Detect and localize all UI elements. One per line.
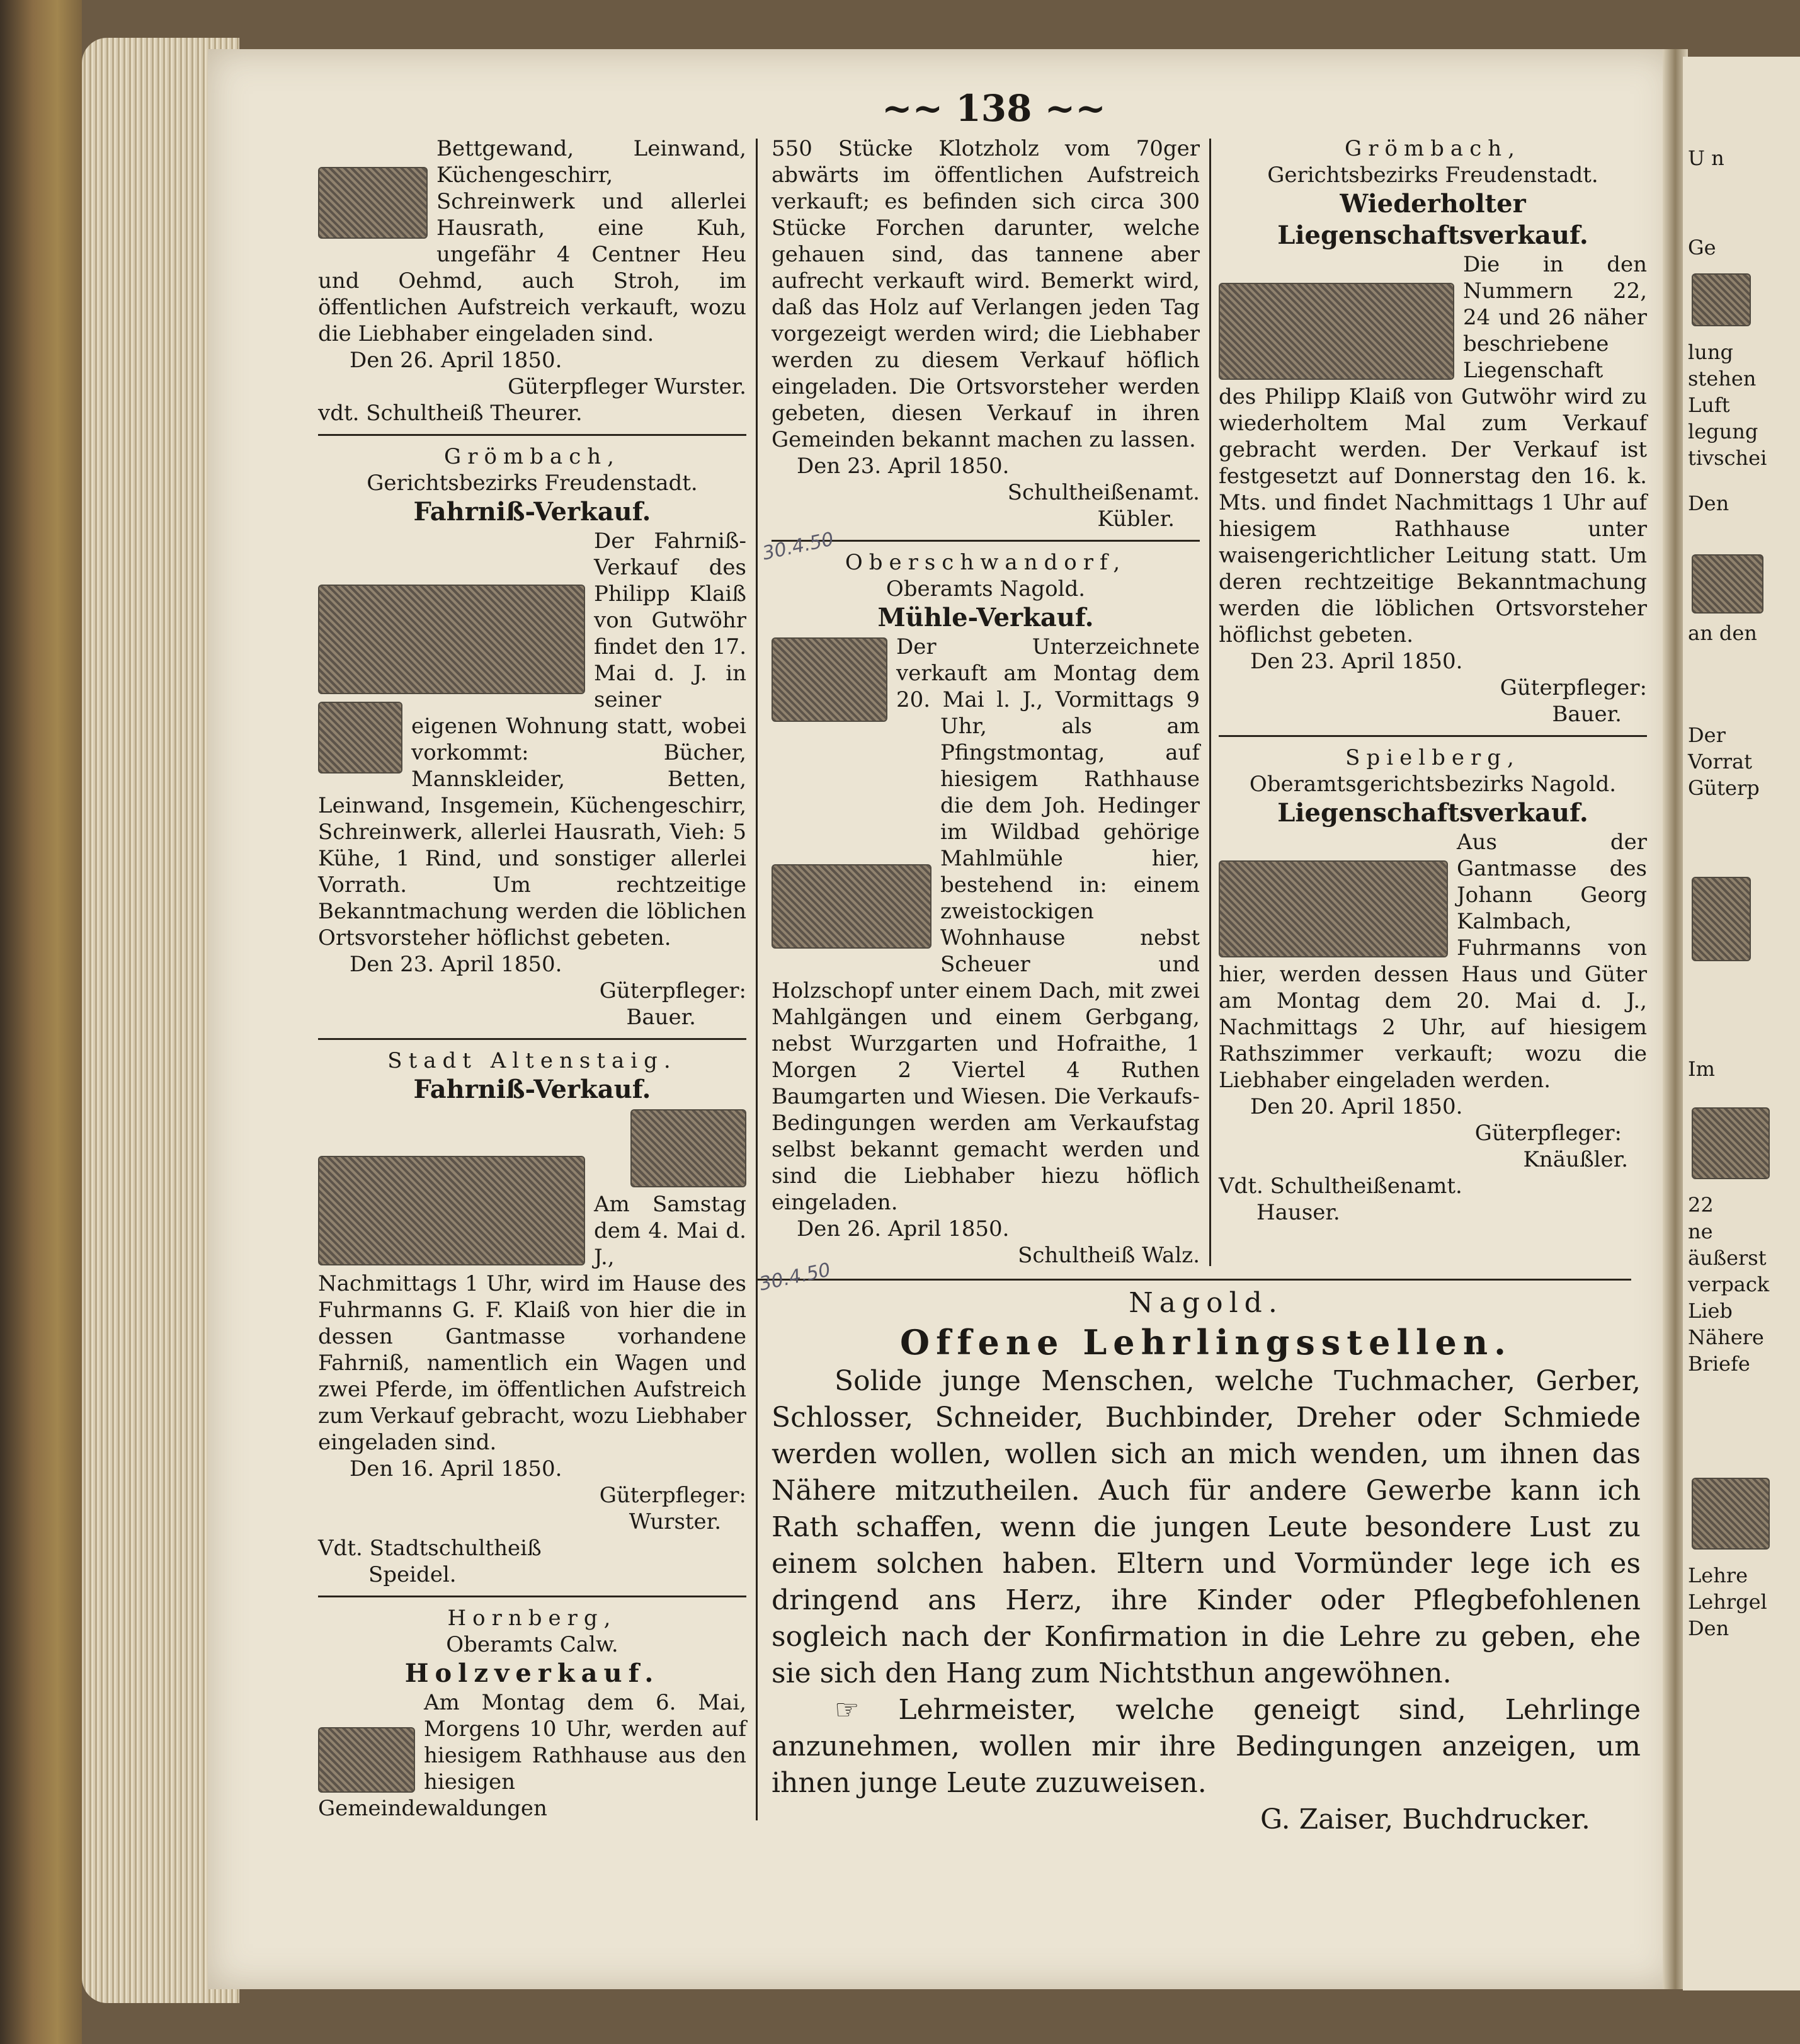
rp-line: 22: [1688, 1193, 1714, 1217]
ad-date: Den 26. April 1850.: [797, 1216, 1010, 1242]
rp-line: an den: [1688, 621, 1757, 645]
ad-title: Liegenschaftsverkauf.: [1277, 798, 1588, 828]
ad-district: Oberamts Calw.: [446, 1632, 618, 1657]
divider: [772, 540, 1200, 542]
ad-title: Wiederholter Liegenschaftsverkauf.: [1277, 189, 1588, 250]
divider: [318, 1596, 746, 1597]
ad-signature: Bauer.: [626, 1005, 696, 1030]
ad-title: Fahrniß-Verkauf.: [413, 497, 651, 527]
divider: [318, 434, 746, 436]
pointing-hand-icon: ☞: [834, 1694, 860, 1726]
ad-signature: Speidel.: [368, 1562, 457, 1587]
rp-line: Briefe: [1688, 1352, 1750, 1376]
rp-line: legung: [1688, 420, 1758, 443]
furniture-woodcut: [318, 167, 428, 239]
pencil-annotation: 30.4.50: [757, 1259, 833, 1296]
book-spine: [0, 0, 82, 2044]
nagold-ad: [772, 1285, 1641, 1838]
ad-signature: Güterpfleger:: [599, 978, 746, 1003]
ad-place: Grömbach,: [1345, 136, 1521, 161]
ad-text: Aus der Gantmasse des Johann Georg Kalmbach, Fuhrmanns von hier, werden dessen Haus und Güter am Montag dem 20. Mai d. J., Nachmittags 2 Uhr, auf hiesigem Rathszimmer verkauft; wozu die Liebhaber eingeladen werden.: [1219, 830, 1647, 1093]
ornament-left: ~~: [882, 87, 956, 130]
rp-line: ne: [1688, 1219, 1713, 1243]
ad-signature: Güterpfleger:: [1474, 1121, 1622, 1146]
ad-district: Gerichtsbezirks Freudenstadt.: [1267, 163, 1598, 188]
rp-line: U n: [1688, 146, 1724, 170]
garden-woodcut: [772, 864, 931, 949]
ad-text: Solide junge Menschen, welche Tuchmacher, Gerber, Schlosser, Schneider, Buchbinder, Dreher oder Schmiede werden wollen, wollen sich an mich wenden, um ihnen das Nähere mitzutheilen. Auch für andere Gewerbe kann ich Rath schaffen, wenn die jungen Leute besondere Lust zu einem solchen haben. Eltern und Vormünder lege ich es dringend ans Herz, ihre Kinder oder Pflegbefohlenen sogleich nach der Konfirmation in die Lehre zu geben, ehe sie sich den Hang zum Nichtsthun angewöhnen.: [772, 1365, 1641, 1689]
ad-text: Bettgewand, Leinwand, Küchengeschirr, Schreinwerk und allerlei Hausrath, eine Kuh, ungefähr 4 Centner Heu und Oehmd, auch Stroh, im öffentlichen Aufstreich verkauft, wozu die Liebhaber eingeladen sind.: [318, 136, 746, 346]
ad-signature: Güterpfleger:: [599, 1483, 746, 1508]
rp-line: Vorrat: [1688, 750, 1752, 774]
ad-text: 550 Stücke Klotzholz vom 70ger abwärts im öffentlichen Aufstreich verkauft; es befinden sich circa 300 Stücke Forchen darunter, welche gehauen sind, das tannene aber aufrecht verkauft wird. Bemerkt wird, daß das Holz auf Verlangen jeden Tag vorgezeigt werden wird; die Liebhaber werden zu diesem Verkauf höflich eingeladen. Die Ortsvorsteher werden gebeten, diesen Verkauf in ihren Gemeinden bekannt machen zu lassen.: [772, 136, 1200, 452]
ad-signature: Güterpfleger Wurster.: [508, 374, 746, 399]
rp-line: äußerst: [1688, 1246, 1767, 1270]
ad-signature: Hauser.: [1256, 1200, 1340, 1225]
wagon-woodcut: [630, 1109, 746, 1187]
rp-line: tivschei: [1688, 446, 1767, 470]
house-woodcut: [1219, 860, 1448, 957]
ad-place: Nagold.: [1129, 1287, 1284, 1319]
column-2: [772, 135, 1200, 1269]
ad-signature: Wurster.: [629, 1509, 721, 1534]
ad-text-2-body: Lehrmeister, welche geneigt sind, Lehrlinge anzunehmen, wollen mir ihre Bedingungen anzeigen, um ihnen junge Leute zuzuweisen.: [772, 1694, 1641, 1799]
column-rule: [1209, 139, 1211, 1266]
ad-date: Den 23. April 1850.: [797, 454, 1010, 479]
rp-line: stehen: [1688, 367, 1757, 391]
rp-woodcut: [1692, 273, 1751, 326]
wide-rule: [756, 1279, 1631, 1281]
rp-line: Den: [1688, 1616, 1729, 1640]
right-page-fragment: [1683, 57, 1800, 1990]
ad-signature: Schultheiß Walz.: [1018, 1243, 1200, 1268]
ad-title: Offene Lehrlingsstellen.: [900, 1322, 1512, 1362]
ad-date: Den 20. April 1850.: [1250, 1094, 1463, 1119]
ad-signature: Vdt. Stadtschultheiß: [318, 1536, 542, 1561]
pencil-annotation: 30.4.50: [760, 528, 836, 565]
ad-signature: Knäußler.: [1523, 1147, 1628, 1172]
ad-place: Stadt Altenstaig.: [387, 1048, 677, 1073]
rp-woodcut: [1692, 1107, 1770, 1179]
ad-title: Holzverkauf.: [404, 1659, 660, 1688]
mill-woodcut: [772, 637, 887, 722]
column-rule: [756, 139, 758, 1820]
ad-signature: Kübler.: [1097, 506, 1175, 532]
ad-place: Hornberg,: [447, 1606, 617, 1631]
page-number-text: 138: [955, 87, 1032, 130]
ad-date: Den 26. April 1850.: [350, 348, 562, 373]
column-1: [318, 135, 746, 1822]
ad-signature: Vdt. Schultheißenamt.: [1219, 1173, 1462, 1199]
ad-date: Den 23. April 1850.: [1250, 649, 1463, 674]
divider: [318, 1038, 746, 1040]
rp-line: Luft: [1688, 393, 1730, 417]
rp-line: Der: [1688, 723, 1726, 747]
rp-line: verpack: [1688, 1272, 1770, 1296]
rp-line: Lehre: [1688, 1563, 1748, 1587]
rp-woodcut: [1692, 554, 1763, 614]
ad-text: Am Montag dem 6. Mai, Morgens 10 Uhr, werden auf hiesigem Rathhause aus den hiesigen Gemeindewaldungen: [318, 1690, 746, 1821]
auction-woodcut: [318, 1156, 585, 1265]
rp-woodcut: [1692, 1478, 1770, 1550]
rp-line: Ge: [1688, 236, 1716, 260]
ad-date: Den 23. April 1850.: [350, 952, 562, 977]
rp-line: Lehrgel: [1688, 1590, 1767, 1614]
ad-signature: Schultheißenamt.: [1007, 480, 1200, 505]
column-3: [1219, 135, 1647, 1226]
ad-signature: Güterpfleger:: [1500, 675, 1647, 700]
rp-line: Güterp: [1688, 776, 1760, 800]
rp-line: Nähere: [1688, 1325, 1764, 1349]
ad-text: Am Samstag dem 4. Mai d. J., Nachmittags 1 Uhr, wird im Hause des Fuhrmanns G. F. Klaiß von hier die in dessen Gantmasse vorhandene Fahrniß, namentlich ein Wagen und zwei Pferde, im öffentlichen Aufstreich zum Verkauf gebracht, wozu Liebhaber eingeladen sind.: [318, 1192, 746, 1455]
rp-line: Im: [1688, 1057, 1715, 1081]
ad-place: Spielberg,: [1345, 745, 1520, 770]
ad-signature: G. Zaiser, Buchdrucker.: [1260, 1803, 1590, 1836]
ad-text: Der Unterzeichnete verkauft am Montag dem 20. Mai l. J., Vormittags 9 Uhr, als am Pfingstmontag, auf hiesigem Rathhause die dem Joh. Hedinger im Wildbad gehörige Mahlmühle hier, bestehend in: einem zweistockigen Wohnhause nebst Scheuer und Holzschopf unter einem Dach, mit zwei Mahlgängen und einem Gerbgang, nebst Wurzgarten und Hofraithe, 1 Morgen 2 Viertel 4 Ruthen Baumgarten und Wiesen. Die Verkaufs-Bedingungen werden am Verkaufstag selbst bekannt gemacht werden und sind die Liebhaber hiezu höflich eingeladen.: [772, 634, 1200, 1215]
rp-line: lung: [1688, 340, 1733, 364]
ad-district: Oberamts Nagold.: [886, 576, 1086, 602]
woodcutter-woodcut: [318, 1727, 415, 1793]
farmstead-woodcut: [1219, 283, 1454, 380]
page-number: [882, 87, 1106, 130]
ad-district: Oberamtsgerichtsbezirks Nagold.: [1249, 772, 1617, 797]
rp-line: Lieb: [1688, 1299, 1733, 1323]
rp-woodcut: [1692, 877, 1751, 961]
ad-place: Oberschwandorf,: [845, 550, 1127, 575]
ornament-right: ~~: [1032, 87, 1106, 130]
ad-text: Die in den Nummern 22, 24 und 26 näher beschriebene Liegenschaft des Philipp Klaiß von Gutwöhr wird zu wiederholtem Mal zum Verkauf gebracht werden. Der Verkauf ist festgesetzt auf Donnerstag den 16. k. Mts. und findet Nachmittags 1 Uhr auf hiesigem Rathhause unter waisengerichtlicher Leitung statt. Um deren rechtzeitige Bekanntmachung werden die löblichen Ortsvorsteher höflichst gebeten.: [1219, 252, 1647, 648]
ad-title: Mühle-Verkauf.: [877, 603, 1094, 632]
ad-text-2: [772, 1692, 1641, 1801]
ad-title: Fahrniß-Verkauf.: [413, 1075, 651, 1104]
auction-woodcut: [318, 585, 585, 694]
ad-text: Der Fahrniß-Verkauf des Philipp Klaiß von Gutwöhr findet den 17. Mai d. J. in seiner eigenen Wohnung statt, wobei vorkommt: Bücher, Mannskleider, Betten, Leinwand, Insgemein, Küchengeschirr, Schreinwerk, allerlei Hausrath, Vieh: 5 Kühe, 1 Rind, und sonstiger allerlei Vorrath. Um rechtzeitige Bekanntmachung werden die löblichen Ortsvorsteher höflichst gebeten.: [318, 528, 746, 951]
ad-place: Grömbach,: [444, 444, 620, 469]
rp-line: Den: [1688, 491, 1729, 515]
divider: [1219, 735, 1647, 737]
cattle-woodcut: [318, 702, 402, 774]
ad-district: Gerichtsbezirks Freudenstadt.: [367, 471, 698, 496]
ad-signature: Bauer.: [1552, 702, 1622, 727]
ad-date: Den 16. April 1850.: [350, 1456, 562, 1482]
ad-signature: vdt. Schultheiß Theurer.: [318, 401, 583, 426]
